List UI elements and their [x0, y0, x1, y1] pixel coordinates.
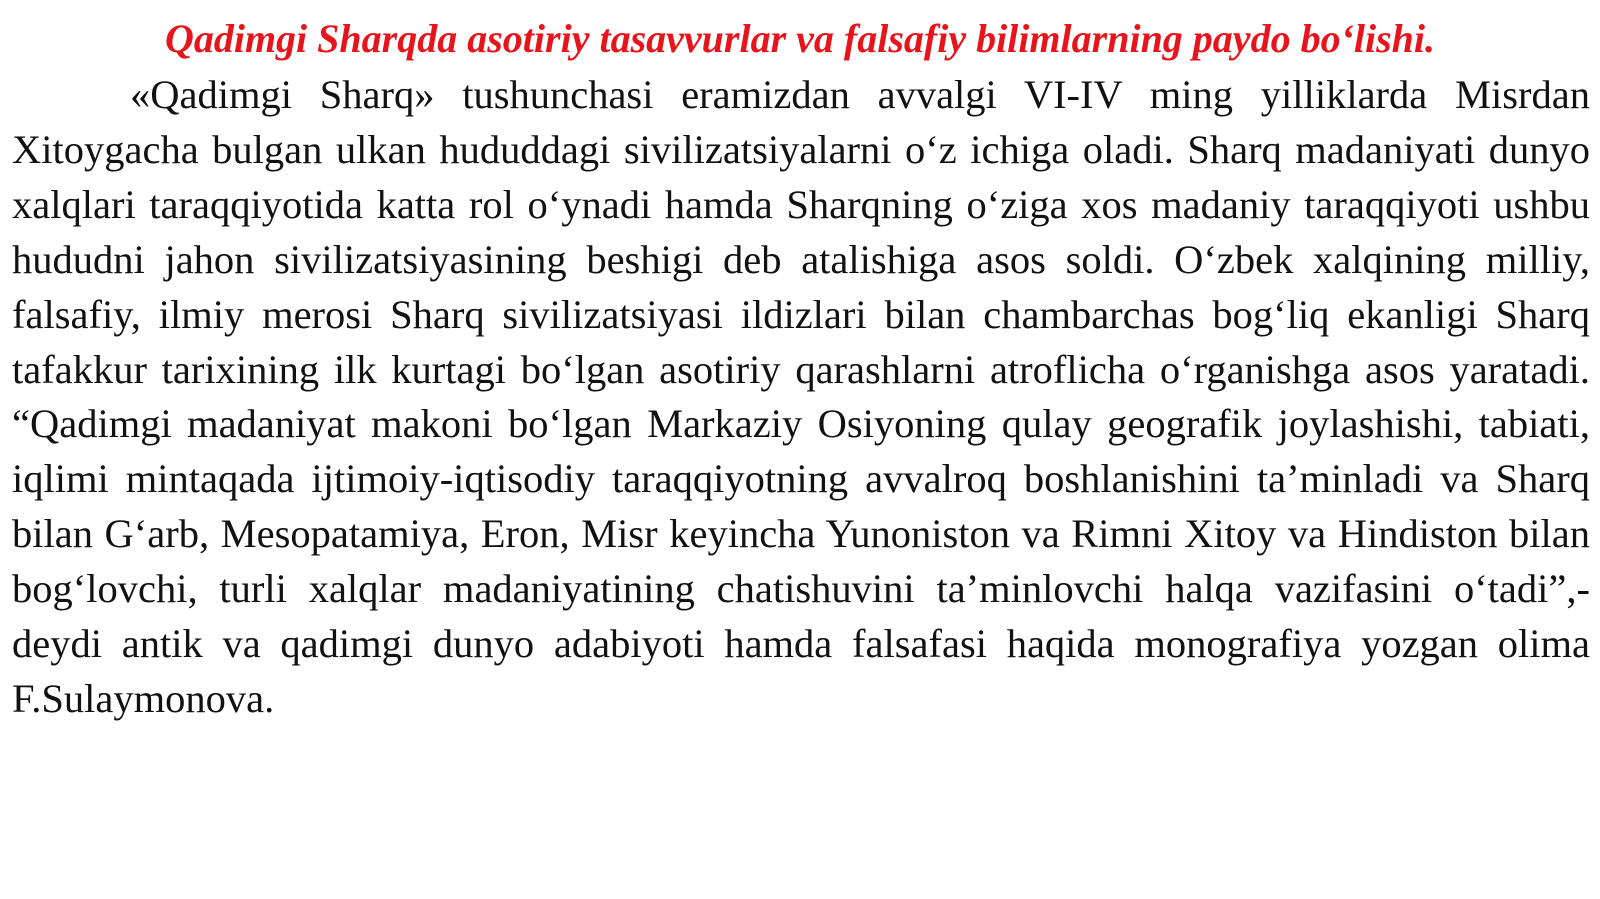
body-paragraph: «Qadimgi Sharq» tushunchasi eramizdan avvalgi VI-IV ming yilliklarda Misrdan Xitoygacha bulgan ulkan hududdagi sivilizatsiyalarni o‘z ichiga oladi. Sharq madaniyati dunyo xalqlari taraqqiyotida katta rol o‘ynadi hamda Sharqning o‘ziga xos madaniy taraqqiyoti ushbu hududni jahon sivilizatsiyasining beshigi deb atalishiga asos soldi. O‘zbek xalqining milliy, falsafiy, ilmiy merosi Sharq sivilizatsiyasi ildizlari bilan chambarchas bog‘liq ekanligi Sharq tafakkur tarixining ilk kurtagi bo‘lgan asotiriy qarashlarni atroflicha o‘rganishga asos yaratadi. “Qadimgi madaniyat makoni bo‘lgan Markaziy Osiyoning qulay geografik joylashishi, tabiati, iqlimi mintaqada ijtimoiy-iqtisodiy taraqqiyotning avvalroq boshlanishini ta’minladi va Sharq bilan G‘arb, Mesopatamiya, Eron, Misr keyincha Yunoniston va Rimni Xitoy va Hindiston bilan bog‘lovchi, turli xalqlar madaniyatining chatishuvini ta’minlovchi halqa vazifasini o‘tadi”,- deydi antik va qadimgi dunyo adabiyoti hamda falsafasi haqida monografiya yozgan olima F.Sulaymonova. [12, 72, 1590, 721]
slide-heading: Qadimgi Sharqda asotiriy tasavvurlar va falsafiy bilimlarning paydo bo‘lishi. [164, 16, 1436, 61]
